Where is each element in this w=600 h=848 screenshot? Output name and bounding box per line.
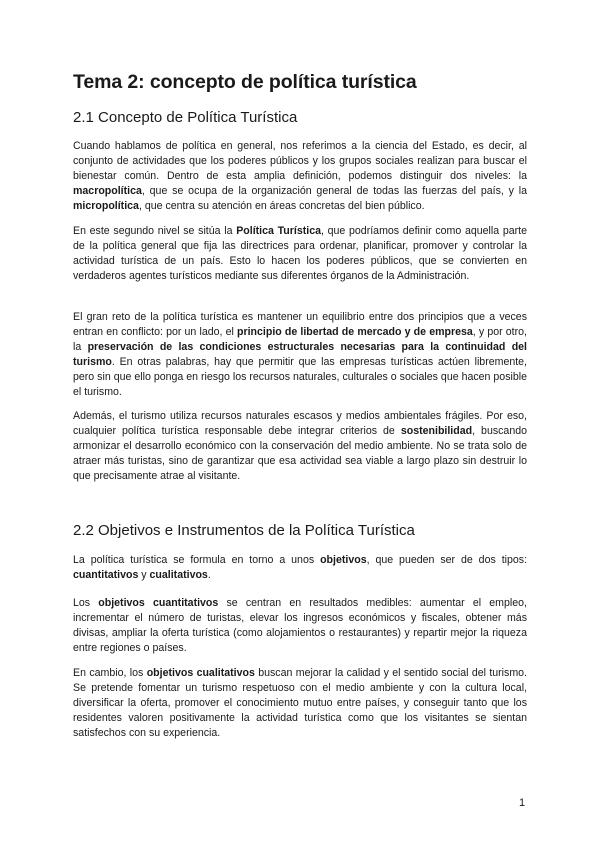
text-run: Los bbox=[73, 597, 99, 609]
text-run: Además, el turismo utiliza recursos naturales escasos y medios ambientales frágiles. Por eso, cualquier política turística responsable debe integrar criterios de bbox=[73, 410, 527, 437]
text-run: buscan mejorar la calidad y el sentido social del turismo. Se pretende fomentar un turismo respetuoso con el medio ambiente y con la cultura local, diversificar la oferta, promover el conocimiento mutuo entre países, y conseguir tanto que los residentes valoren positivamente la actividad turística como que los visitantes se sientan satisfechos con su experiencia. bbox=[73, 667, 527, 739]
bold-term-macropolitica: macropolítica bbox=[73, 185, 142, 197]
bold-term-cualitativos: cualitativos bbox=[149, 569, 208, 581]
bold-term-sostenibilidad: sostenibilidad bbox=[400, 425, 473, 437]
text-run: , que se ocupa de la organización general de todas las fuerzas del país, y la bbox=[141, 185, 527, 197]
paragraph-objetivos-cualitativos bbox=[73, 666, 527, 741]
text-run: , buscando armonizar el desarrollo económico con la conservación del medio ambiente. No se trata solo de atraer más turistas, sino de garantizar que esa actividad sea viable a largo plazo sin destruir lo que precisamente atrae al visitante. bbox=[73, 425, 527, 482]
text-run: . En otras palabras, hay que permitir que las empresas turísticas actúen libremente, pero sin que ello ponga en riesgo los recursos naturales, culturales o sociales que hacen posible el turismo. bbox=[73, 356, 527, 398]
text-run: y bbox=[138, 569, 150, 581]
bold-term-objetivos-cuantitativos: objetivos cuantitativos bbox=[98, 597, 219, 609]
text-run: , y por otro, la bbox=[73, 326, 527, 353]
bold-term-micropolitica: micropolítica bbox=[73, 200, 139, 212]
paragraph-objetivos-cuantitativos bbox=[73, 596, 527, 656]
text-run: Cuando hablamos de política en general, nos referimos a la ciencia del Estado, es decir, al conjunto de actividades que los poderes públicos y los grupos sociales realizan para buscar el bienestar común. Dentro de esta amplia definición, podemos distinguir dos niveles: la bbox=[73, 140, 527, 182]
section-heading-concepto: 2.1 Concepto de Política Turística bbox=[73, 109, 298, 126]
text-run: , que podríamos definir como aquella parte de la política general que fija las directrices para ordenar, planificar, promover y controlar la actividad turística de un país. Esto lo hacen los poderes públicos, que se convierten en verdaderos agentes turísticos mediante sus diferentes órganos de la Administración. bbox=[73, 225, 527, 282]
bold-term-objetivos-cualitativos: objetivos cualitativos bbox=[146, 667, 255, 679]
bold-term-cuantitativos: cuantitativos bbox=[73, 569, 139, 581]
paragraph-gran-reto bbox=[73, 310, 527, 400]
text-run: se centran en resultados medibles: aumentar el empleo, incrementar el número de turistas, elevar los ingresos económicos y fiscales, obtener más divisas, ampliar la oferta turística (como alojamientos o restaurantes) y repartir mejor la riqueza entre regiones o países. bbox=[73, 597, 527, 654]
text-run: En este segundo nivel se sitúa la bbox=[73, 225, 237, 237]
text-run: La política turística se formula en torno a unos bbox=[73, 554, 321, 566]
text-run: En cambio, los bbox=[73, 667, 147, 679]
bold-term-libertad-mercado: principio de libertad de mercado y de empresa bbox=[237, 326, 473, 338]
paragraph-sostenibilidad bbox=[73, 409, 527, 484]
bold-term-politica-turistica: Política Turística bbox=[236, 225, 321, 237]
paragraph-politica-general bbox=[73, 139, 527, 214]
page-title: Tema 2: concepto de política turística bbox=[73, 71, 417, 93]
paragraph-tipos-objetivos bbox=[73, 553, 527, 583]
text-run: , que centra su atención en áreas concretas del bien público. bbox=[138, 200, 425, 212]
paragraph-politica-turistica-definicion bbox=[73, 224, 527, 284]
text-run: . bbox=[207, 569, 211, 581]
text-run: , que pueden ser de dos tipos: bbox=[366, 554, 528, 566]
page-number: 1 bbox=[519, 797, 526, 809]
bold-term-objetivos: objetivos bbox=[320, 554, 367, 566]
section-heading-objetivos: 2.2 Objetivos e Instrumentos de la Política Turística bbox=[73, 522, 415, 539]
bold-term-preservacion: preservación de las condiciones estructurales necesarias para la continuidad del turismo bbox=[73, 341, 527, 368]
text-run: El gran reto de la política turística es mantener un equilibrio entre dos principios que a veces entran en conflicto: por un lado, el bbox=[73, 311, 527, 338]
